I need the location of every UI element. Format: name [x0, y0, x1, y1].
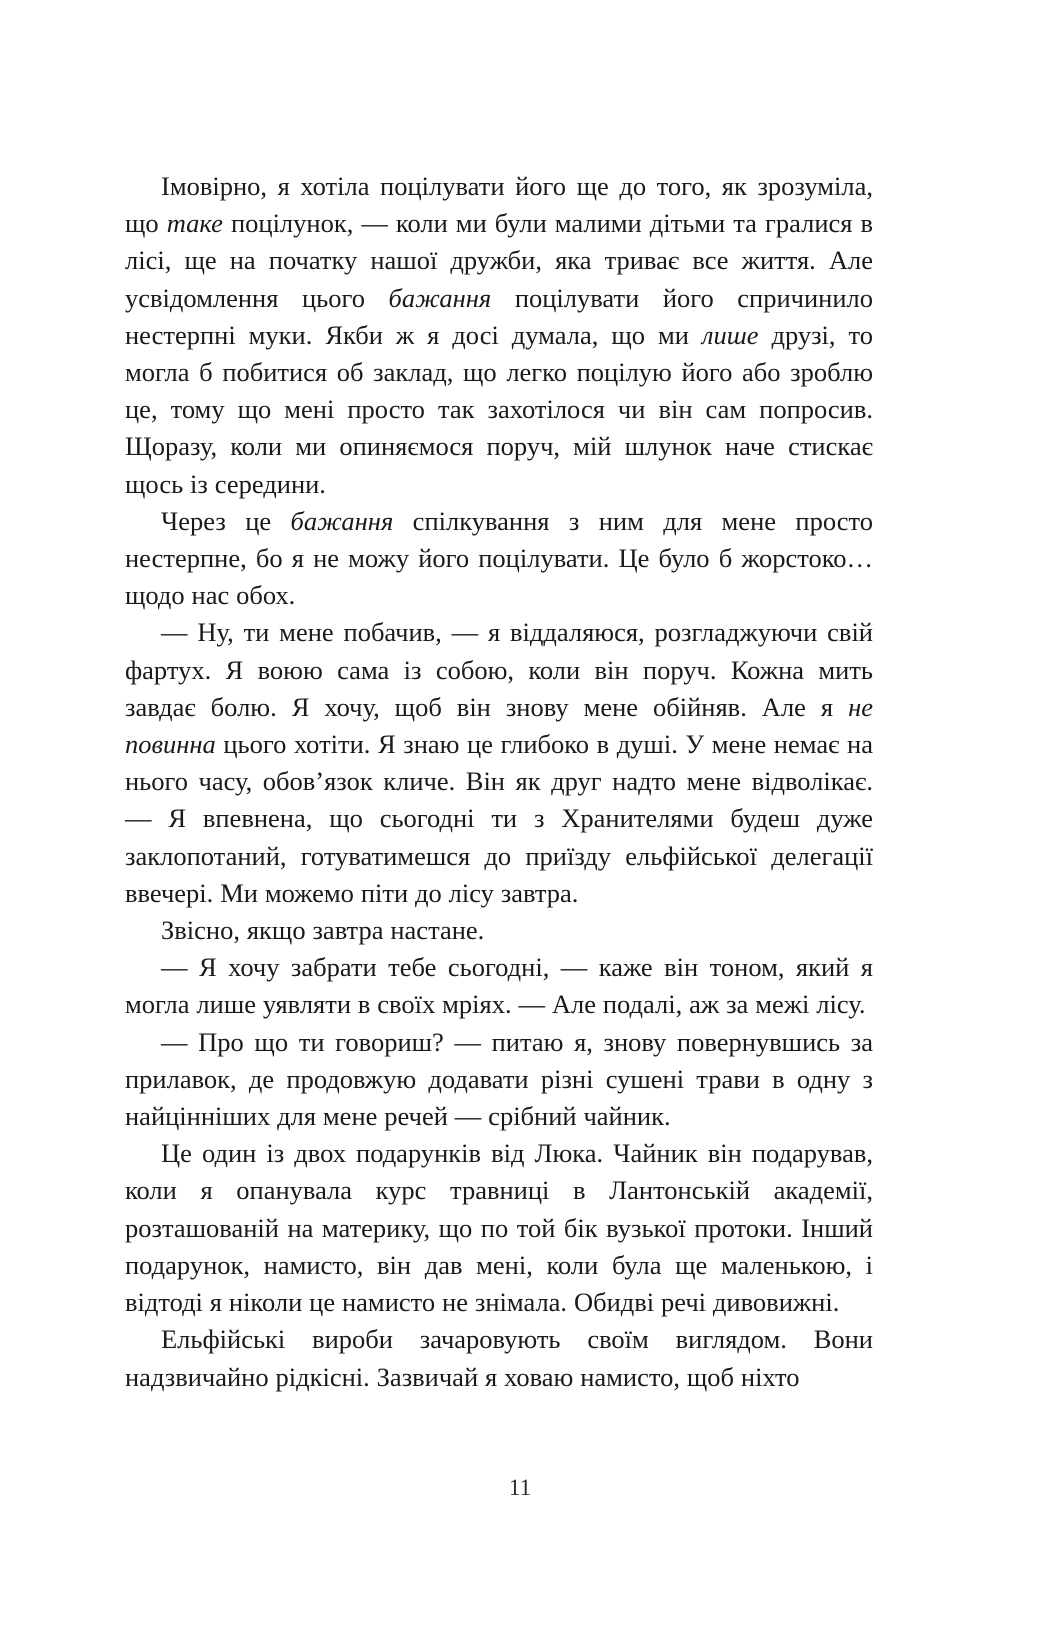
paragraph: [125, 949, 873, 1023]
body-text: поцілунок, — коли ми були малими дітьми та гралися в лісі, ще на початку нашої дружби, яка триває все життя. Але усвідомлення цього: [125, 208, 873, 313]
paragraph: [125, 912, 873, 949]
body-text: Це один із двох подарунків від Люка. Чайник він подарував, коли я опанувала курс травниці в Лантонській академії, розташованій на материку, що по той бік вузької протоки. Інший подарунок, намисто, він дав мені, коли була ще маленькою, і відтоді я ніколи це намисто не знімала. Обидві речі дивовижні.: [125, 1138, 873, 1318]
emphasis-text: таке: [166, 208, 223, 239]
body-text: Через це: [161, 505, 291, 536]
body-text: друзі, то могла б побитися об заклад, що легко поцілую його або зроблю це, тому що мені просто так захотілося чи він сам попросив. Щоразу, коли ми опиняємося поруч, мій шлунок наче стискає щось із середини.: [125, 319, 873, 499]
paragraph: [125, 168, 873, 503]
body-text: — Про що ти говориш? — питаю я, знову повернувшись за прилавок, де продовжую додавати різні сушені трави в одну з найцінніших для мене речей — срібний чайник.: [125, 1026, 873, 1132]
body-text: спілкування з ним для мене просто нестерпне, бо я не можу його поцілувати. Це було б жорстоко… щодо нас обох.: [125, 505, 873, 611]
paragraph: [125, 614, 873, 912]
body-text: — Ну, ти мене побачив, — я віддаляюся, розгладжуючи свій фартух. Я воюю сама із собою, коли він поруч. Кожна мить завдає болю. Я хочу, щоб він знову мене обійняв. Але я: [125, 617, 873, 722]
paragraph: [125, 1135, 873, 1321]
paragraph: [125, 1024, 873, 1136]
body-text: поцілувати його спричинило нестерпні муки. Якби ж я досі думала, що ми: [125, 282, 873, 350]
emphasis-text: лише: [701, 319, 759, 350]
page-number: 11: [508, 1475, 532, 1500]
body-text: цього хотіти. Я знаю це глибоко в душі. У мене немає на нього часу, обов’язок кличе. Він як друг надто мене відволікає. — Я впевнена, що сьогодні ти з Хранителями будеш дуже заклопотаний, готуватимешся до приїзду ельфійської делегації ввечері. Ми можемо піти до лісу завтра.: [125, 729, 873, 908]
paragraph: [125, 503, 873, 615]
emphasis-text: бажання: [290, 505, 394, 536]
emphasis-text: бажання: [388, 282, 492, 313]
body-text: Імовірно, я хотіла поцілувати його ще до того, як зрозуміла, що: [125, 171, 873, 239]
paragraph: [125, 1321, 873, 1395]
page-body-text: [125, 168, 873, 1396]
body-text: Ельфійські вироби зачаровують своїм виглядом. Вони надзвичайно рідкісні. Зазвичай я ховаю намисто, щоб ніхто: [125, 1324, 873, 1392]
body-text: Звісно, якщо завтра настане.: [161, 915, 485, 946]
body-text: — Я хочу забрати тебе сьогодні, — каже він тоном, який я могла лише уявляти в своїх мріях. — Але подалі, аж за межі лісу.: [125, 952, 873, 1020]
emphasis-text: не повинна: [125, 691, 873, 760]
